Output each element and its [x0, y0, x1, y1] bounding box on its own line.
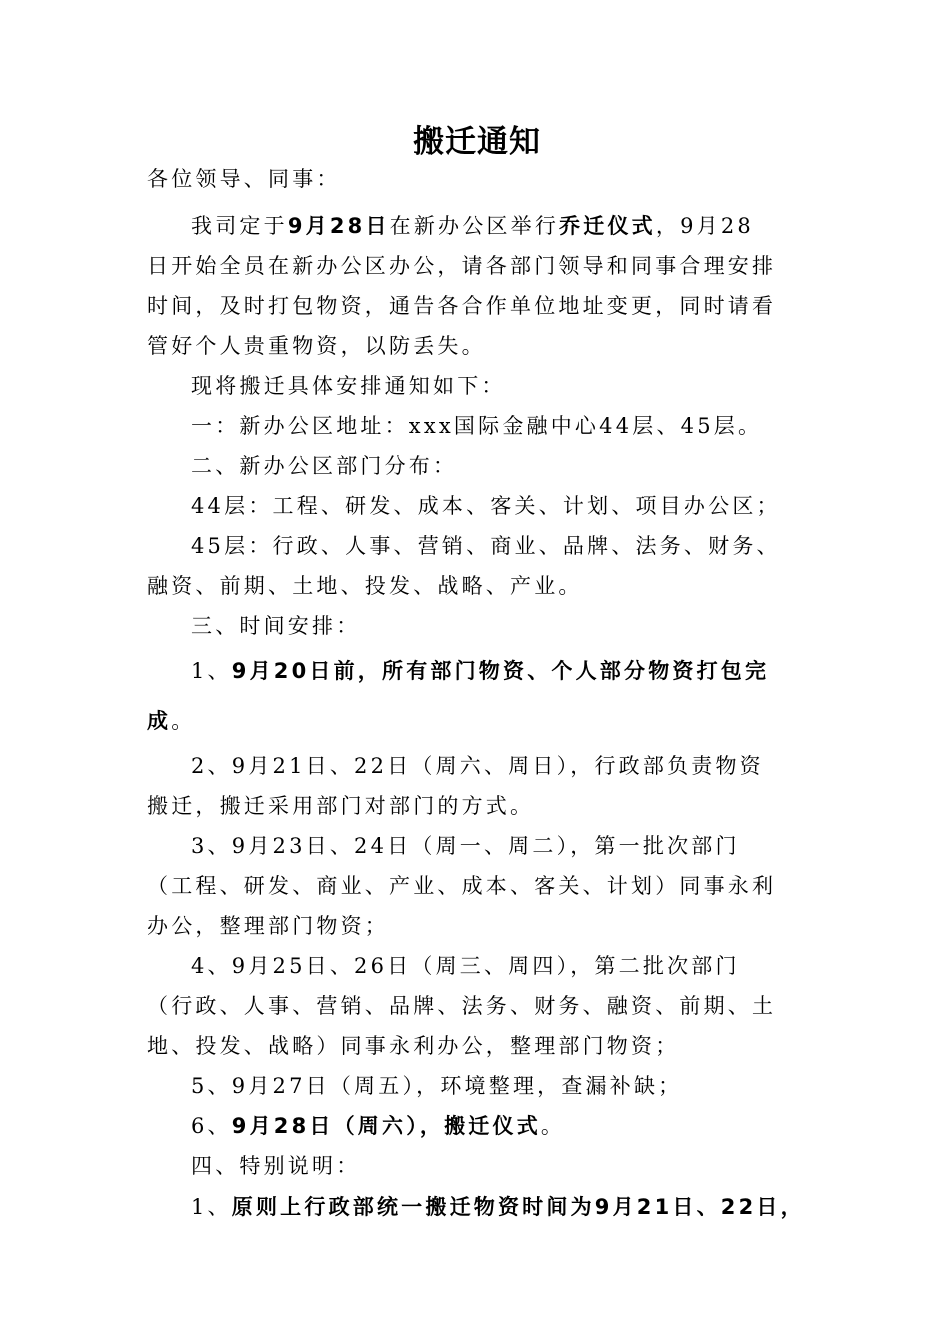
schedule-item-3-line-1: 3、9月23日、24日（周一、周二），第一批次部门 — [191, 834, 740, 858]
schedule-item-1-line-2 — [147, 706, 195, 736]
floor-45-departments-line-1: 45层：行政、人事、营销、商业、品牌、法务、财务、 — [191, 534, 781, 558]
schedule-item-4-line-1: 4、9月25日、26日（周三、周四），第二批次部门 — [191, 954, 740, 978]
section-2-heading: 二、新办公区部门分布： — [191, 454, 458, 478]
salutation: 各位领导、同事： — [147, 167, 341, 191]
floor-44-departments: 44层：工程、研发、成本、客关、计划、项目办公区； — [191, 494, 781, 518]
schedule-item-4-line-2: （行政、人事、营销、品牌、法务、财务、融资、前期、土 — [147, 994, 777, 1018]
intro-line-3: 时间，及时打包物资，通告各合作单位地址变更，同时请看 — [147, 294, 777, 318]
schedule-item-6-text: 9月28日（周六），搬迁仪式 — [231, 1114, 541, 1138]
intro-text: 我司定于 — [191, 214, 288, 238]
schedule-item-2-line-2: 搬迁，搬迁采用部门对部门的方式。 — [147, 794, 535, 818]
item-number: 6、 — [191, 1114, 232, 1138]
section-3-heading: 三、时间安排： — [191, 614, 361, 638]
document-title: 搬迁通知 — [413, 124, 541, 160]
schedule-item-1-text: 成 — [147, 709, 172, 733]
item-number: 1、 — [191, 1195, 232, 1219]
lead-paragraph: 现将搬迁具体安排通知如下： — [191, 374, 506, 398]
punctuation: 。 — [540, 1114, 566, 1138]
schedule-item-5: 5、9月27日（周五），环境整理，查漏补缺； — [191, 1074, 683, 1098]
intro-text: 在新办公区举行 — [389, 214, 560, 238]
intro-line-4: 管好个人贵重物资，以防丢失。 — [147, 334, 486, 358]
schedule-item-1-line-1 — [191, 656, 769, 686]
ceremony-name: 乔迁仪式 — [559, 214, 656, 238]
schedule-item-1-text: 9月20日前，所有部门物资、个人部分物资打包完 — [231, 659, 770, 683]
item-number: 1、 — [191, 659, 232, 683]
intro-text: ，9月28 — [655, 214, 754, 238]
ceremony-date: 9月28日 — [287, 214, 390, 238]
schedule-item-3-line-3: 办公，整理部门物资； — [147, 914, 389, 938]
section-1-address: 一：新办公区地址：xxx国际金融中心44层、45层。 — [191, 414, 763, 438]
punctuation: 。 — [171, 709, 196, 733]
intro-line-1 — [191, 211, 754, 241]
intro-line-2: 日开始全员在新办公区办公，请各部门领导和同事合理安排 — [147, 254, 777, 278]
schedule-item-3-line-2: （工程、研发、商业、产业、成本、客关、计划）同事永利 — [147, 874, 777, 898]
special-note-1-text: 原则上行政部统一搬迁物资时间为9月21日、22日， — [231, 1195, 805, 1219]
schedule-item-4-line-3: 地、投发、战略）同事永利办公，整理部门物资； — [147, 1034, 680, 1058]
schedule-item-2-line-1: 2、9月21日、22日（周六、周日），行政部负责物资 — [191, 754, 764, 778]
floor-45-departments-line-2: 融资、前期、土地、投发、战略、产业。 — [147, 574, 583, 598]
special-note-1 — [191, 1192, 805, 1222]
section-4-heading: 四、特别说明： — [191, 1154, 361, 1178]
schedule-item-6 — [191, 1111, 565, 1141]
